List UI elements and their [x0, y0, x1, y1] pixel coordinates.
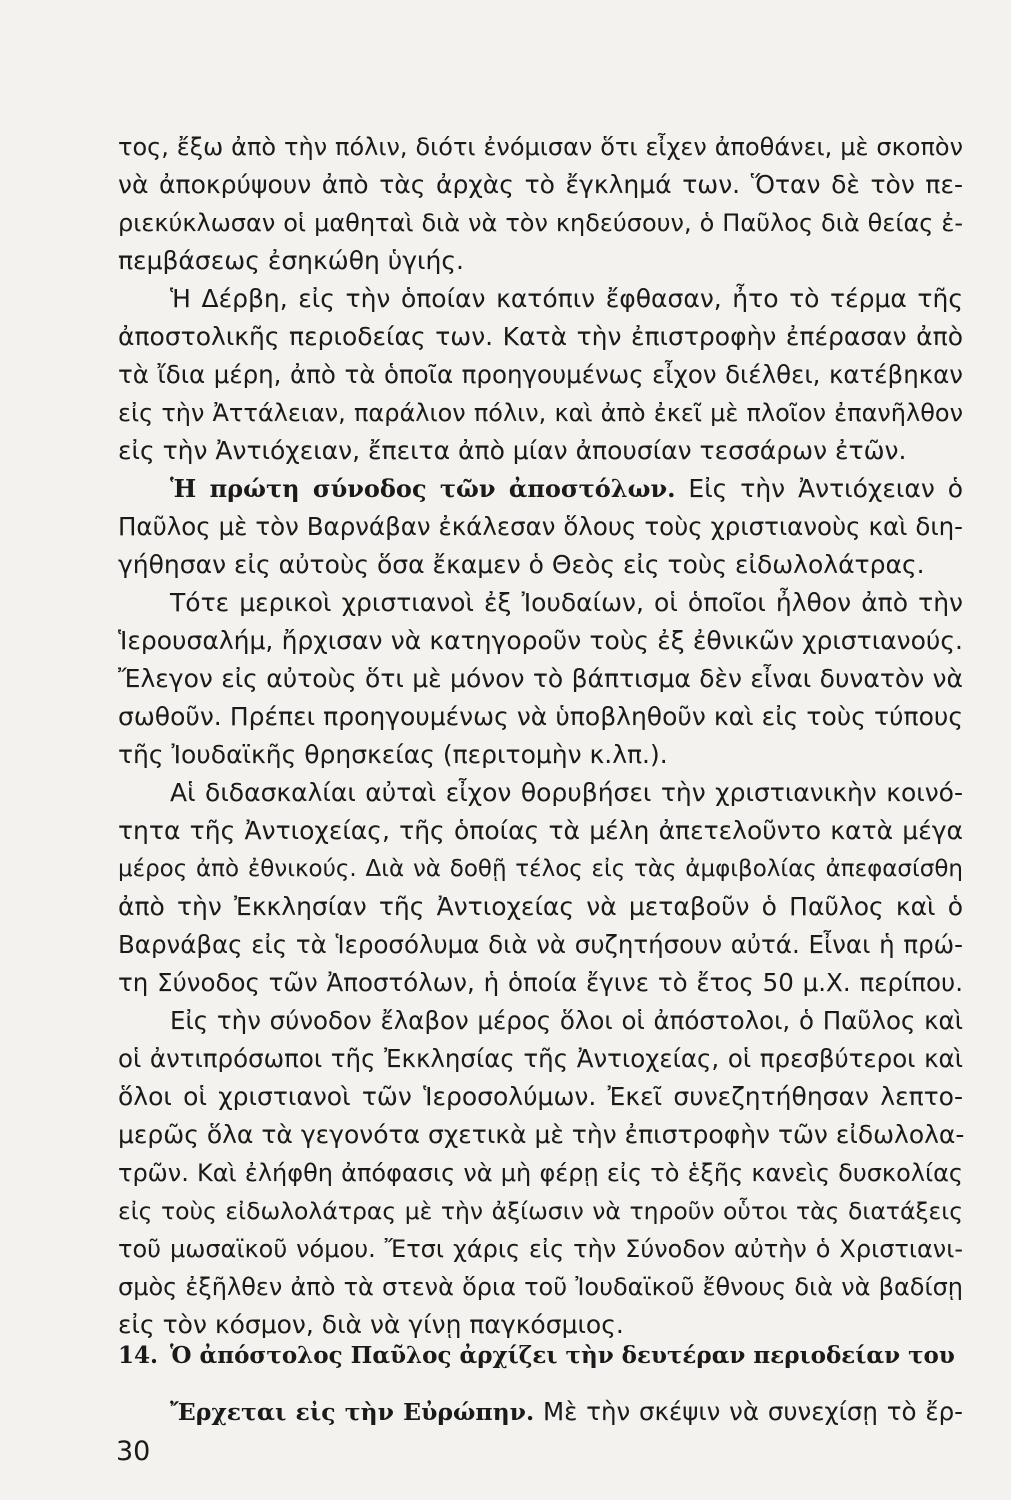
section-number: 14. — [118, 1342, 159, 1369]
text-line: ἀποστολικῆς περιοδείας των. Κατὰ τὴν ἐπιστροφὴν ἐπέρασαν ἀπὸ — [118, 322, 963, 351]
inline-text: Εἰς τὴν Ἀντιόχειαν ὁ — [688, 474, 964, 503]
text-line: εἰς τὴν Ἀντιόχειαν, ἔπειτα ἀπὸ μίαν ἀπουσίαν τεσσάρων ἐτῶν. — [118, 436, 907, 465]
paragraph-3 — [118, 470, 963, 584]
text-line: γήθησαν εἰς αὐτοὺς ὅσα ἔκαμεν ὁ Θεὸς εἰς τοὺς εἰδωλολάτρας. — [118, 550, 925, 579]
inline-text: Μὲ τὴν σκέψιν νὰ συνεχίσῃ τὸ ἔρ- — [542, 1397, 963, 1426]
text-line: Τότε μερικοὶ χριστιανοὶ ἐξ Ἰουδαίων, οἱ ὁποῖοι ἦλθον ἀπὸ τὴν — [170, 588, 963, 617]
body-text — [118, 128, 963, 1344]
paragraph-1 — [118, 128, 963, 280]
inline-subheading: Ἡ πρώτη σύνοδος τῶν ἀποστόλων. — [170, 474, 676, 503]
section-first-line — [170, 1392, 963, 1432]
text-line: τὰ ἴδια μέρη, ἀπὸ τὰ ὁποῖα προηγουμένως εἶχον διέλθει, κατέβηκαν — [118, 360, 963, 389]
section-heading — [118, 1336, 963, 1376]
text-line: Ἔλεγον εἰς αὐτοὺς ὅτι μὲ μόνον τὸ βάπτισμα δὲν εἶναι δυνατὸν νὰ — [118, 664, 963, 693]
text-line: τοῦ μωσαϊκοῦ νόμου. Ἔτσι χάρις εἰς τὴν Σύνοδον αὐτὴν ὁ Χριστιανι- — [118, 1235, 963, 1263]
text-line: Ἱερουσαλήμ, ἤρχισαν νὰ κατηγοροῦν τοὺς ἐξ ἐθνικῶν χριστιανούς. — [118, 626, 963, 655]
text-line — [118, 470, 963, 508]
text-line: σμὸς ἐξῆλθεν ἀπὸ τὰ στενὰ ὅρια τοῦ Ἰουδαϊκοῦ ἔθνους διὰ νὰ βαδίσῃ — [118, 1273, 963, 1301]
text-line: ριεκύκλωσαν οἱ μαθηταὶ διὰ νὰ τὸν κηδεύσουν, ὁ Παῦλος διὰ θείας ἐ- — [118, 209, 963, 237]
paragraph-6 — [118, 1002, 963, 1344]
text-line: μέρος ἀπὸ ἐθνικούς. Διὰ νὰ δοθῇ τέλος εἰς τὰς ἀμφιβολίας ἀπεφασίσθη — [118, 856, 963, 882]
inline-subheading: Ἔρχεται εἰς τὴν Εὐρώπην. — [170, 1398, 535, 1426]
text-line: ὅλοι οἱ χριστιανοὶ τῶν Ἱεροσολύμων. Ἐκεῖ συνεζητήθησαν λεπτο- — [118, 1082, 963, 1111]
text-line: οἱ ἀντιπρόσωποι τῆς Ἐκκλησίας τῆς Ἀντιοχείας, οἱ πρεσβύτεροι καὶ — [118, 1044, 963, 1073]
text-line: νὰ ἀποκρύψουν ἀπὸ τὰς ἀρχὰς τὸ ἔγκλημά των. Ὅταν δὲ τὸν πε- — [118, 170, 963, 199]
text-line: τρῶν. Καὶ ἐλήφθη ἀπόφασις νὰ μὴ φέρῃ εἰς τὸ ἑξῆς κανεὶς δυσκολίας — [118, 1159, 963, 1187]
section-title: Ὁ ἀπόστολος Παῦλος ἀρχίζει τὴν δευτέραν περιοδείαν του — [170, 1342, 955, 1369]
text-line: τος, ἔξω ἀπὸ τὴν πόλιν, διότι ἐνόμισαν ὅτι εἶχεν ἀποθάνει, μὲ σκοπὸν — [118, 133, 963, 161]
text-line: Βαρνάβας εἰς τὰ Ἱεροσόλυμα διὰ νὰ συζητήσουν αὐτά. Εἶναι ἡ πρώ- — [118, 930, 963, 959]
text-line: εἰς τὸν κόσμον, διὰ νὰ γίνῃ παγκόσμιος. — [118, 1310, 624, 1339]
paragraph-2 — [118, 280, 963, 470]
text-line: τη Σύνοδος τῶν Ἀποστόλων, ἡ ὁποία ἔγινε τὸ ἔτος 50 μ.Χ. περίπου. — [118, 968, 963, 997]
text-line: Ἡ Δέρβη, εἰς τὴν ὁποίαν κατόπιν ἔφθασαν, ἦτο τὸ τέρμα τῆς — [170, 284, 963, 313]
text-line: τῆς Ἰουδαϊκῆς θρησκείας (περιτομὴν κ.λπ.). — [118, 740, 668, 769]
text-line: σωθοῦν. Πρέπει προηγουμένως νὰ ὑποβληθοῦν καὶ εἰς τοὺς τύπους — [118, 702, 963, 731]
text-line: εἰς τοὺς εἰδωλολάτρας μὲ τὴν ἀξίωσιν νὰ τηροῦν οὗτοι τὰς διατάξεις — [118, 1197, 963, 1225]
text-line: μερῶς ὅλα τὰ γεγονότα σχετικὰ μὲ τὴν ἐπιστροφὴν τῶν εἰδωλολα- — [118, 1120, 965, 1149]
paragraph-5 — [118, 774, 963, 1002]
text-line: εἰς τὴν Ἀττάλειαν, παράλιον πόλιν, καὶ ἀπὸ ἐκεῖ μὲ πλοῖον ἐπανῆλθον — [118, 399, 963, 427]
page-number: 30 — [116, 1436, 151, 1467]
text-line: τητα τῆς Ἀντιοχείας, τῆς ὁποίας τὰ μέλη ἀπετελοῦντο κατὰ μέγα — [118, 816, 963, 845]
text-line: Αἱ διδασκαλίαι αὐταὶ εἶχον θορυβήσει τὴν χριστιανικὴν κοινό- — [170, 778, 963, 807]
text-line: Παῦλος μὲ τὸν Βαρνάβαν ἐκάλεσαν ὅλους τοὺς χριστιανοὺς καὶ διη- — [118, 512, 963, 541]
text-line: Εἰς τὴν σύνοδον ἔλαβον μέρος ὅλοι οἱ ἀπόστολοι, ὁ Παῦλος καὶ — [170, 1006, 963, 1035]
paragraph-4 — [118, 584, 963, 774]
text-line: ἀπὸ τὴν Ἐκκλησίαν τῆς Ἀντιοχείας νὰ μεταβοῦν ὁ Παῦλος καὶ ὁ — [118, 892, 963, 921]
text-line: πεμβάσεως ἐσηκώθη ὑγιής. — [118, 246, 464, 275]
